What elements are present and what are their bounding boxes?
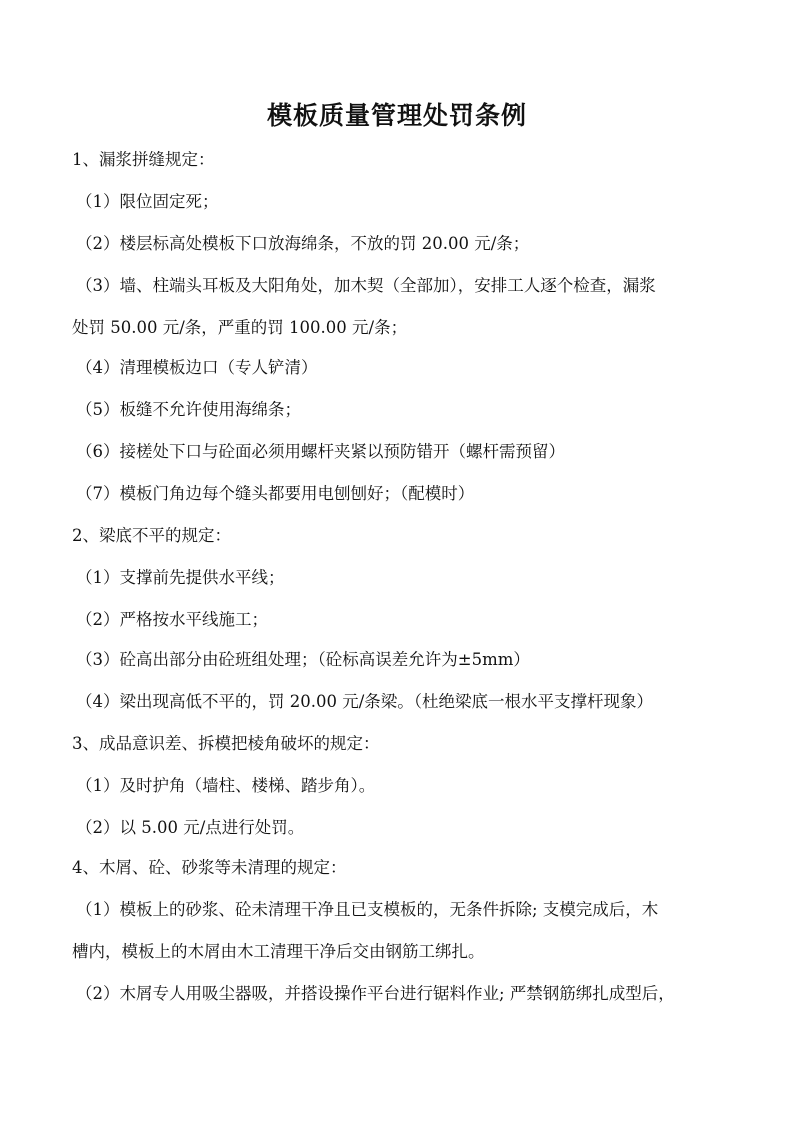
list-item: （1）支撑前先提供水平线； bbox=[76, 568, 285, 587]
list-item: （1）限位固定死； bbox=[76, 192, 219, 211]
list-item: （1）及时护角（墙柱、楼梯、踏步角）。 bbox=[76, 776, 376, 795]
list-item: （2）楼层标高处模板下口放海绵条，不放的罚 20.00 元/条； bbox=[76, 234, 530, 253]
list-item: （1）模板上的砂浆、砼未清理干净且已支模板的，无条件拆除; 支模完成后，木 bbox=[76, 900, 659, 919]
document-title: 模板质量管理处罚条例 bbox=[266, 101, 527, 130]
list-item: （5）板缝不允许使用海绵条； bbox=[76, 400, 301, 419]
list-item: （4）清理模板边口（专人铲清） bbox=[76, 358, 318, 377]
list-item-continuation: 处罚 50.00 元/条，严重的罚 100.00 元/条； bbox=[72, 318, 408, 337]
list-item: （2）木屑专人用吸尘器吸，并搭设操作平台进行锯料作业; 严禁钢筋绑扎成型后， bbox=[76, 984, 675, 1003]
list-item: （7）模板门角边每个缝头都要用电刨刨好；（配模时） bbox=[76, 484, 475, 503]
section-heading-3: 3、成品意识差、拆模把棱角破坏的规定： bbox=[72, 734, 380, 753]
list-item: （6）接槎处下口与砼面必须用螺杆夹紧以预防错开（螺杆需预留） bbox=[76, 442, 565, 461]
section-heading-2: 2、梁底不平的规定： bbox=[72, 526, 231, 545]
list-item: （3）墙、柱端头耳板及大阳角处，加木契（全部加），安排工人逐个检查，漏浆 bbox=[76, 276, 656, 295]
list-item-continuation: 槽内，模板上的木屑由木工清理干净后交由钢筋工绑扎。 bbox=[72, 942, 485, 961]
list-item: （2）以 5.00 元/点进行处罚。 bbox=[76, 818, 305, 837]
list-item: （3）砼高出部分由砼班组处理；（砼标高误差允许为±5mm） bbox=[76, 650, 530, 669]
section-heading-1: 1、漏浆拼缝规定： bbox=[72, 150, 215, 169]
list-item: （2）严格按水平线施工； bbox=[76, 610, 268, 629]
section-heading-4: 4、木屑、砼、砂浆等未清理的规定： bbox=[72, 858, 347, 877]
list-item: （4）梁出现高低不平的，罚 20.00 元/条梁。（杜绝梁底一根水平支撑杆现象） bbox=[76, 692, 654, 711]
